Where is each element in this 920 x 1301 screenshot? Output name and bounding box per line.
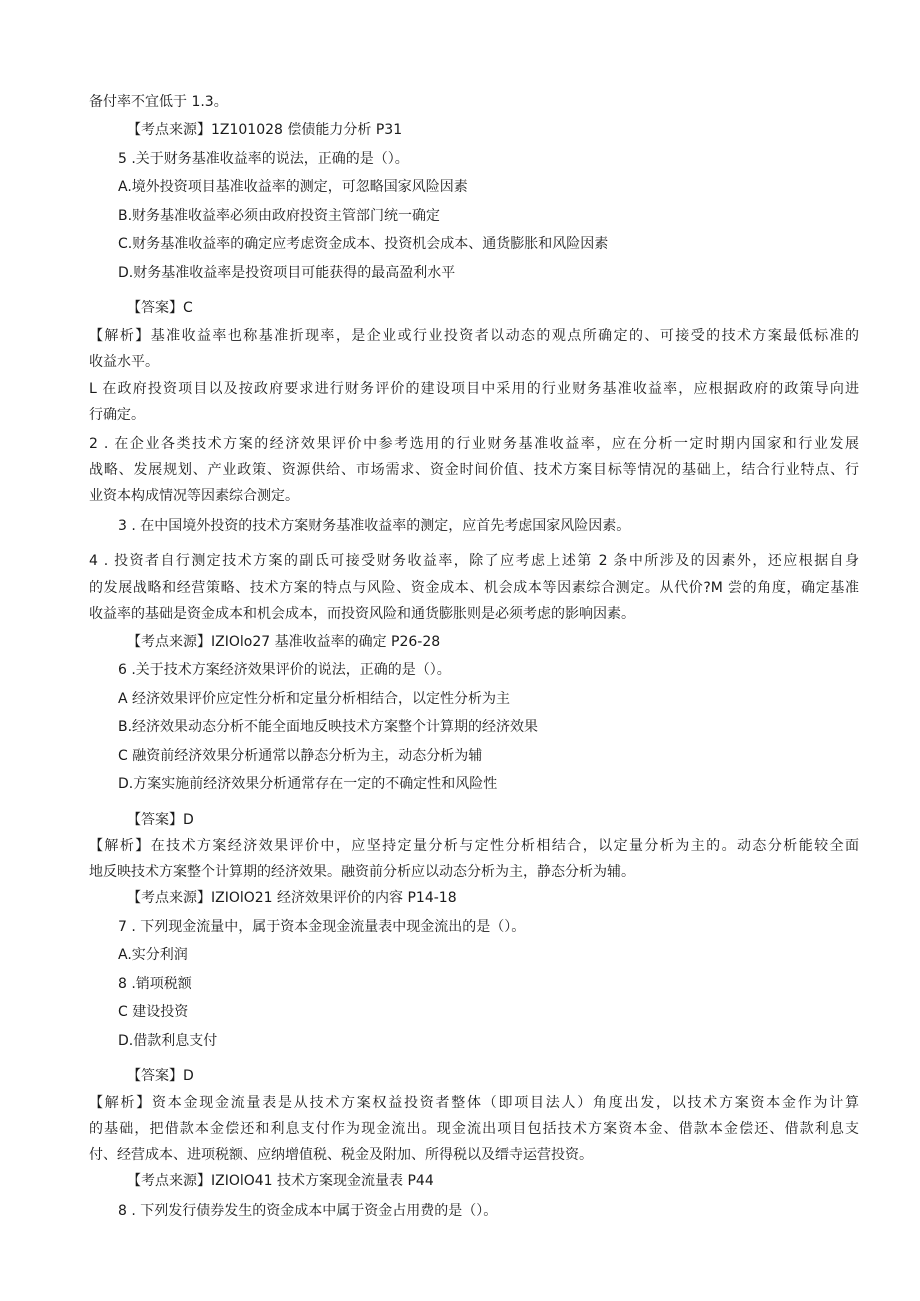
analysis-text: 4 . 投资者自行测定技术方案的副氐可接受财务收益率，除了应考虑上述第 2 条中所涉及的因素外，还应根据自身	[89, 553, 859, 569]
option-b: B.经济效果动态分析不能全面地反映技术方案整个计算期的经济效果	[118, 719, 539, 735]
source-note: 【考点来源】IZIOlO21 经济效果评价的内容 P14-18	[127, 890, 457, 906]
option-d: D.方案实施前经济效果分析通常存在一定的不确定性和风险性	[118, 776, 498, 792]
analysis-text: 【解析】资本金现金流量表是从技术方案权益投资者整体（即项目法人）角度出发，以技术方案资本金作为计算	[89, 1095, 859, 1111]
analysis-text: 收益水平。	[89, 354, 159, 370]
question-6: 6 .关于技术方案经济效果评价的说法，正确的是（）。	[118, 662, 451, 678]
option-b: 8 .销项税额	[118, 976, 192, 992]
analysis-text: 的基础，把借款本金偿还和利息支付作为现金流出。现金流出项目包括技术方案资本金、借款本金偿还、借款利息支	[89, 1121, 859, 1137]
option-a: A.境外投资项目基准收益率的测定，可忽略国家风险因素	[118, 179, 468, 195]
analysis-text: 2 . 在企业各类技术方案的经济效果评价中参考选用的行业财务基准收益率，应在分析一定时期内国家和行业发展	[89, 436, 859, 452]
answer-label: 【答案】D	[127, 1068, 194, 1084]
analysis-text: 业资本构成情况等因素综合测定。	[89, 488, 299, 504]
analysis-text: 付、经营成本、进项税额、应纳增值税、税金及附加、所得税以及缙寺运营投资。	[89, 1147, 593, 1163]
option-c: C.财务基准收益率的确定应考虑资金成本、投资机会成本、通货膨胀和风险因素	[118, 236, 609, 252]
question-7: 7 . 下列现金流量中，属于资本金现金流量表中现金流出的是（）。	[118, 919, 526, 935]
answer-label: 【答案】D	[127, 812, 194, 828]
analysis-text: 3 . 在中国境外投资的技术方案财务基准收益率的测定，应首先考虑国家风险因素。	[118, 518, 631, 534]
analysis-text: 地反映技术方案整个计算期的经济效果。融资前分析应以动态分析为主，静态分析为辅。	[89, 864, 635, 880]
source-note: 【考点来源】IZIOlo27 基准收益率的确定 P26-28	[127, 634, 441, 650]
option-b: B.财务基准收益率必须由政府投资主管部门统一确定	[118, 208, 441, 224]
analysis-text: 【解析】在技术方案经济效果评价中，应坚持定量分析与定性分析相结合，以定量分析为主的。动态分析能较全面	[89, 838, 859, 854]
analysis-text: 的发展战略和经营策略、技术方案的特点与风险、资金成本、机会成本等因素综合测定。从代价?M 尝的角度，确定基准	[89, 580, 859, 596]
analysis-text: 行确定。	[89, 407, 145, 423]
question-8: 8 . 下列发行债券发生的资金成本中属于资金占用费的是（）。	[118, 1203, 498, 1219]
source-note: 【考点来源】IZIOlO41 技术方案现金流量表 P44	[127, 1173, 434, 1189]
analysis-text: 【解析】基准收益率也称基准折现率，是企业或行业投资者以动态的观点所确定的、可接受的技术方案最低标准的	[89, 328, 859, 344]
text-line: 备付率不宜低于 1.3。	[89, 94, 228, 110]
answer-label: 【答案】C	[127, 300, 193, 316]
analysis-text: L 在政府投资项目以及按政府要求进行财务评价的建设项目中采用的行业财务基准收益率，应根据政府的政策导向进	[89, 381, 859, 397]
option-d: D.财务基准收益率是投资项目可能获得的最高盈利水平	[118, 265, 456, 281]
option-a: A.实分利润	[118, 947, 188, 963]
source-note: 【考点来源】1Z101028 偿债能力分析 P31	[127, 122, 403, 138]
analysis-text: 战略、发展规划、产业政策、资源供给、市场需求、资金时间价值、技术方案目标等情况的基础上，结合行业特点、行	[89, 462, 859, 478]
option-d: D.借款利息支付	[118, 1033, 218, 1049]
analysis-text: 收益率的基础是资金成本和机会成本，而投资风险和通货膨胀则是必须考虑的影响因素。	[89, 606, 635, 622]
option-c: C 融资前经济效果分析通常以静态分析为主，动态分析为辅	[118, 748, 483, 764]
question-5: 5 .关于财务基准收益率的说法，正确的是（）。	[118, 151, 409, 167]
option-a: A 经济效果评价应定性分析和定量分析相结合，以定性分析为主	[118, 691, 511, 707]
option-c: C 建设投资	[118, 1004, 189, 1020]
